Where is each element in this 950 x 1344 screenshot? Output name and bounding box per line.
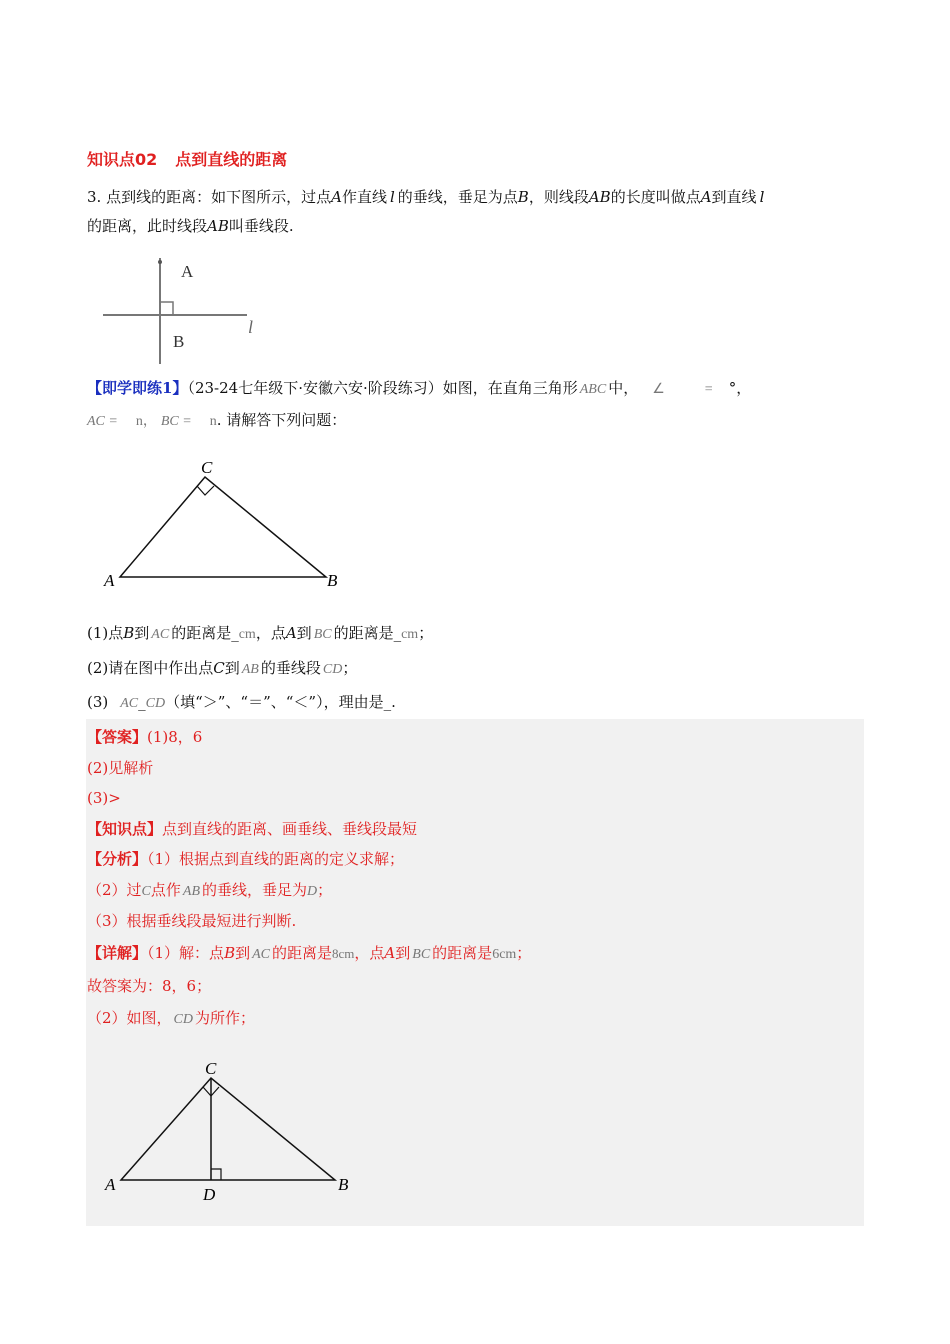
text: cm: [401, 627, 419, 642]
text: A: [331, 188, 342, 206]
text: ，点: [354, 944, 385, 962]
text: 如图，在直角三角形: [442, 379, 578, 397]
text: (3): [87, 693, 109, 711]
label-l: l: [248, 317, 254, 337]
text: . 请解答下列问题：: [216, 411, 347, 429]
text: ；: [317, 881, 333, 899]
analysis-tag: 【分析】: [87, 850, 148, 868]
detail-line-2: 故答案为：8，6；: [87, 977, 212, 995]
text: （1）根据点到直线的距离的定义求解；: [147, 850, 405, 868]
text: ABC: [579, 382, 607, 397]
text: BC: [313, 627, 332, 642]
text: _: [138, 693, 146, 711]
text: (1)8，6: [147, 728, 203, 746]
text: AB: [182, 884, 201, 899]
text: C: [213, 659, 225, 677]
text: 作直线: [341, 188, 387, 206]
text: ；: [342, 659, 358, 677]
text: °，: [728, 379, 752, 397]
text: 的距离是: [432, 944, 493, 962]
text: AB: [207, 217, 229, 235]
text: AC: [151, 627, 170, 642]
label-d: D: [203, 1185, 216, 1204]
triangle-abc: [120, 477, 326, 577]
text: l: [759, 188, 765, 206]
question-1: [87, 622, 433, 646]
text: AC: [252, 947, 270, 962]
text: CD: [322, 662, 343, 677]
answer-line-2: (2)见解析: [87, 759, 154, 777]
text: ；: [418, 624, 434, 642]
text: 为所作；: [195, 1009, 256, 1027]
label-a: A: [181, 262, 194, 281]
angle-symbol: ∠: [652, 382, 665, 397]
text: B: [123, 624, 135, 642]
section-label: 知识点02: [87, 150, 158, 169]
detail-line-3: [87, 1007, 255, 1031]
text: 点到直线的距离、画垂线、垂线段最短: [162, 820, 418, 838]
text: 的距离是: [272, 944, 333, 962]
practice-line-2: [87, 409, 346, 433]
knowledge-tag: 【知识点】: [87, 820, 163, 838]
text: B: [517, 188, 529, 206]
text: 到: [235, 944, 251, 962]
text: ，点: [255, 624, 286, 642]
text: （2）如图，: [87, 1009, 172, 1027]
analysis-line-2: [87, 879, 332, 903]
text: cm: [238, 627, 256, 642]
label-b: B: [327, 571, 338, 590]
section-title: [87, 147, 287, 170]
text: (2)请在图中作出点: [87, 659, 214, 677]
text: 到: [395, 944, 411, 962]
text: ；: [516, 944, 532, 962]
text: 的距离，此时线段: [87, 217, 208, 235]
text: D: [307, 884, 318, 899]
text: A: [384, 944, 396, 962]
answer-tag: 【答案】: [87, 728, 148, 746]
definition-line-2: [87, 215, 294, 237]
practice-line-1: [87, 377, 751, 401]
text: =: [704, 382, 713, 397]
analysis-line-3: （3）根据垂线段最短进行判断.: [87, 912, 297, 930]
text: 叫垂线段.: [228, 217, 294, 235]
point-a: [158, 260, 162, 264]
question-2: [87, 657, 357, 681]
label-a: A: [104, 571, 115, 590]
triangle-figure: [98, 455, 358, 595]
text: 的垂线段: [260, 659, 321, 677]
practice-tag: 【即学即练1】: [87, 379, 188, 397]
text: 的垂线，垂足为: [202, 881, 308, 899]
text: 点作: [150, 881, 181, 899]
text: 到: [134, 624, 150, 642]
text: （2）过: [87, 881, 142, 899]
text: 到: [296, 624, 312, 642]
knowledge-point-line: [87, 818, 417, 840]
text: BC: [412, 947, 431, 962]
text: (1)点: [87, 624, 124, 642]
text: AB: [588, 188, 611, 206]
text: （1）解：点: [147, 944, 225, 962]
text: 到直线: [711, 188, 757, 206]
text: CD: [145, 696, 166, 711]
label-b: B: [173, 332, 185, 351]
text: C: [141, 884, 151, 899]
text: 6cm: [492, 947, 517, 962]
text: AC =: [87, 414, 118, 429]
text: CD: [173, 1012, 193, 1027]
text: 的距离是_: [171, 624, 239, 642]
section-heading: 点到直线的距离: [175, 150, 288, 169]
label-a: A: [105, 1175, 116, 1194]
perpendicular-figure: [95, 250, 270, 370]
text: 中，: [608, 379, 639, 397]
text: 3. 点到线的距离：如下图所示，过点: [87, 188, 332, 206]
text: n: [209, 414, 217, 429]
analysis-line-1: [87, 848, 404, 870]
right-angle-mark-d: [211, 1169, 221, 1180]
answer-line-3: (3)>: [87, 789, 121, 807]
answer-line: [87, 726, 202, 748]
text: BC =: [160, 414, 192, 429]
text: A: [285, 624, 297, 642]
text: A: [700, 188, 712, 206]
text: 的长度叫做点: [610, 188, 701, 206]
text: 的距离是_: [333, 624, 402, 642]
text: 到: [224, 659, 240, 677]
right-angle-mark: [197, 486, 214, 495]
text: n，: [135, 414, 157, 429]
right-angle-mark: [160, 302, 173, 315]
text: l: [389, 188, 395, 206]
text: 的垂线，垂足为点: [397, 188, 518, 206]
text: （填“＞”、“＝”、“＜”），理由是_.: [165, 693, 396, 711]
practice-source: （23-24七年级下·安徽六安·阶段练习）: [187, 379, 443, 397]
label-c: C: [205, 1059, 217, 1078]
label-b: B: [338, 1175, 349, 1194]
text: B: [224, 944, 236, 962]
detail-tag: 【详解】: [87, 944, 148, 962]
text: AC: [120, 696, 139, 711]
definition-line-1: [87, 186, 764, 208]
triangle-abc: [121, 1078, 335, 1180]
text: 8cm: [332, 946, 355, 961]
detail-line-1: [87, 942, 531, 966]
solution-figure: [100, 1050, 365, 1205]
text: ，则线段: [528, 188, 589, 206]
label-c: C: [201, 458, 213, 477]
question-3: [87, 691, 396, 715]
text: AB: [241, 662, 259, 677]
